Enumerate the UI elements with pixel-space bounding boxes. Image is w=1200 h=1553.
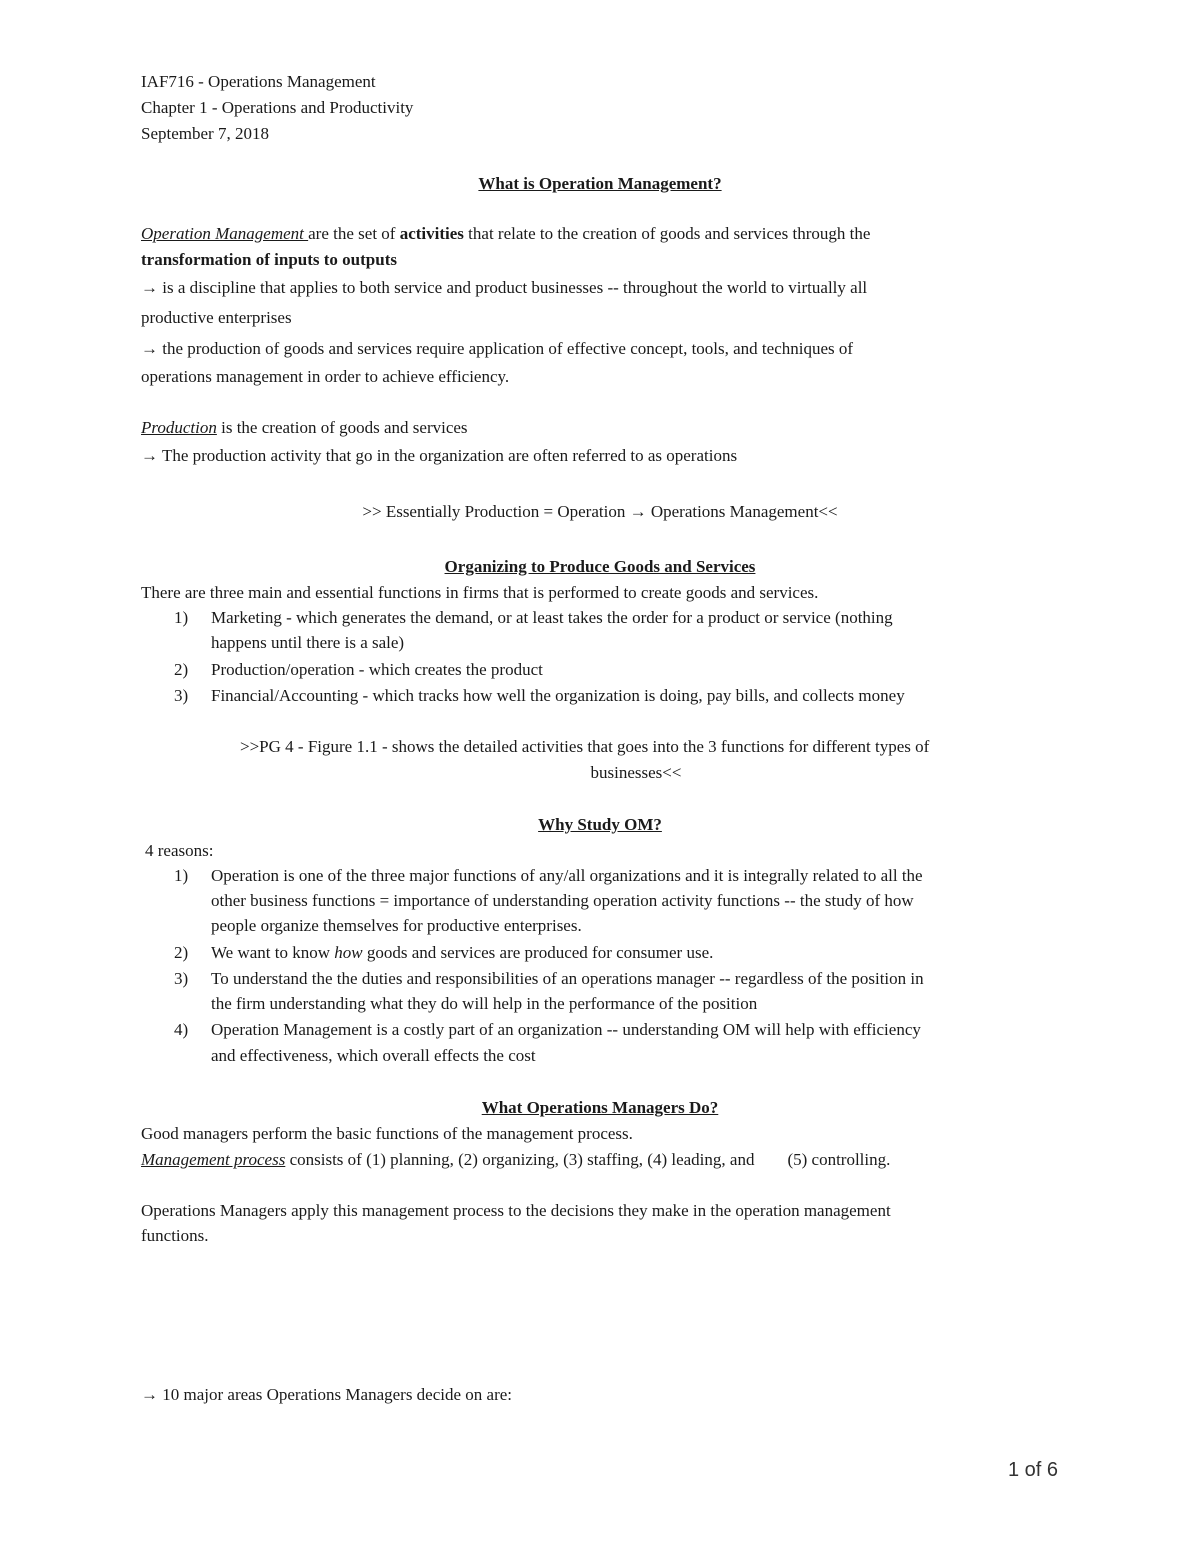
reason-2: [211, 941, 713, 965]
management-process-line: [141, 1148, 890, 1172]
section-heading-why-study: Why Study OM?: [538, 815, 662, 834]
managers-intro: Good managers perform the basic functions of the management process.: [141, 1124, 633, 1143]
list-item-production: Production/operation - which creates the product: [211, 660, 543, 679]
essential-equation: >> Essentially Production = Operation → Operations Management<<: [362, 502, 838, 521]
production-activity-line: → The production activity that go in the organization are often referred to as operations: [141, 446, 738, 465]
section-heading-what-managers-do: What Operations Managers Do?: [481, 1098, 719, 1117]
page-number: 1 of 6: [1008, 1459, 1059, 1481]
list-number: 1): [174, 608, 189, 627]
reason-4-line-1: Operation Management is a costly part of an organization -- understanding OM will help with efficiency: [211, 1020, 921, 1039]
section-heading-organizing: Organizing to Produce Goods and Services: [444, 557, 756, 576]
reason-3-line-1: To understand the the duties and responsibilities of an operations manager -- regardless of the position in: [211, 969, 924, 988]
figure-note-line-1: >>PG 4 - Figure 1.1 - shows the detailed activities that goes into the 3 functions for different types of: [240, 737, 930, 756]
term-activities: activities: [399, 224, 464, 243]
application-line-2: operations management in order to achieve efficiency.: [141, 367, 510, 386]
management-process-end: (5) controlling.: [787, 1150, 891, 1169]
apply-process-line-2: functions.: [141, 1226, 209, 1245]
document-date: September 7, 2018: [141, 124, 269, 143]
term-operation-management: Operation Management: [141, 224, 309, 243]
reason-4-line-2: and effectiveness, which overall effects the cost: [211, 1046, 536, 1065]
reason-2-text-a: We want to know: [211, 943, 335, 962]
list-item-marketing: Marketing - which generates the demand, or at least takes the order for a product or service (nothing: [211, 608, 893, 627]
list-item-marketing-cont: happens until there is a sale): [211, 633, 405, 652]
reasons-intro: 4 reasons:: [145, 841, 214, 860]
list-number: 1): [174, 866, 189, 885]
chapter-title: Chapter 1 - Operations and Productivity: [141, 98, 414, 117]
production-definition: [141, 416, 468, 440]
definition-text-a: are the set of: [308, 224, 400, 243]
reason-2-emphasis: how: [334, 943, 363, 962]
major-areas-line: → 10 major areas Operations Managers decide on are:: [141, 1385, 513, 1404]
term-transformation: transformation of inputs to outputs: [141, 250, 397, 269]
reason-1-line-1: Operation is one of the three major functions of any/all organizations and it is integrally related to all the: [211, 866, 923, 885]
discipline-line-2: productive enterprises: [141, 308, 292, 327]
production-definition-text: is the creation of goods and services: [216, 418, 468, 437]
list-number: 3): [174, 686, 189, 705]
course-title: IAF716 - Operations Management: [141, 72, 376, 91]
apply-process-line-1: Operations Managers apply this management process to the decisions they make in the operation management: [141, 1201, 891, 1220]
figure-note-line-2: businesses<<: [590, 763, 682, 782]
list-number: 2): [174, 660, 189, 679]
list-number: 2): [174, 943, 189, 962]
application-line-1: → the production of goods and services require application of effective concept, tools, and techniques of: [141, 339, 854, 358]
section-heading-what-is-om: What is Operation Management?: [478, 174, 722, 193]
list-number: 3): [174, 969, 189, 988]
reason-2-text-c: goods and services are produced for consumer use.: [362, 943, 714, 962]
functions-intro: There are three main and essential functions in firms that is performed to create goods and services.: [141, 583, 819, 602]
discipline-line-1: → is a discipline that applies to both service and product businesses -- throughout the world to virtually all: [141, 278, 868, 297]
definition-text-c: that relate to the creation of goods and services through the: [463, 224, 871, 243]
list-item-financial: Financial/Accounting - which tracks how well the organization is doing, pay bills, and collects money: [211, 686, 905, 705]
management-process-text: consists of (1) planning, (2) organizing, (3) staffing, (4) leading, and: [285, 1150, 755, 1169]
reason-1-line-3: people organize themselves for productive enterprises.: [211, 916, 582, 935]
term-production: Production: [141, 418, 217, 437]
list-number: 4): [174, 1020, 189, 1039]
reason-3-line-2: the firm understanding what they do will help in the performance of the position: [211, 994, 758, 1013]
definition-line: [141, 222, 870, 246]
reason-1-line-2: other business functions = importance of understanding operation activity functions -- the study of how: [211, 891, 914, 910]
term-management-process: Management process: [141, 1150, 286, 1169]
